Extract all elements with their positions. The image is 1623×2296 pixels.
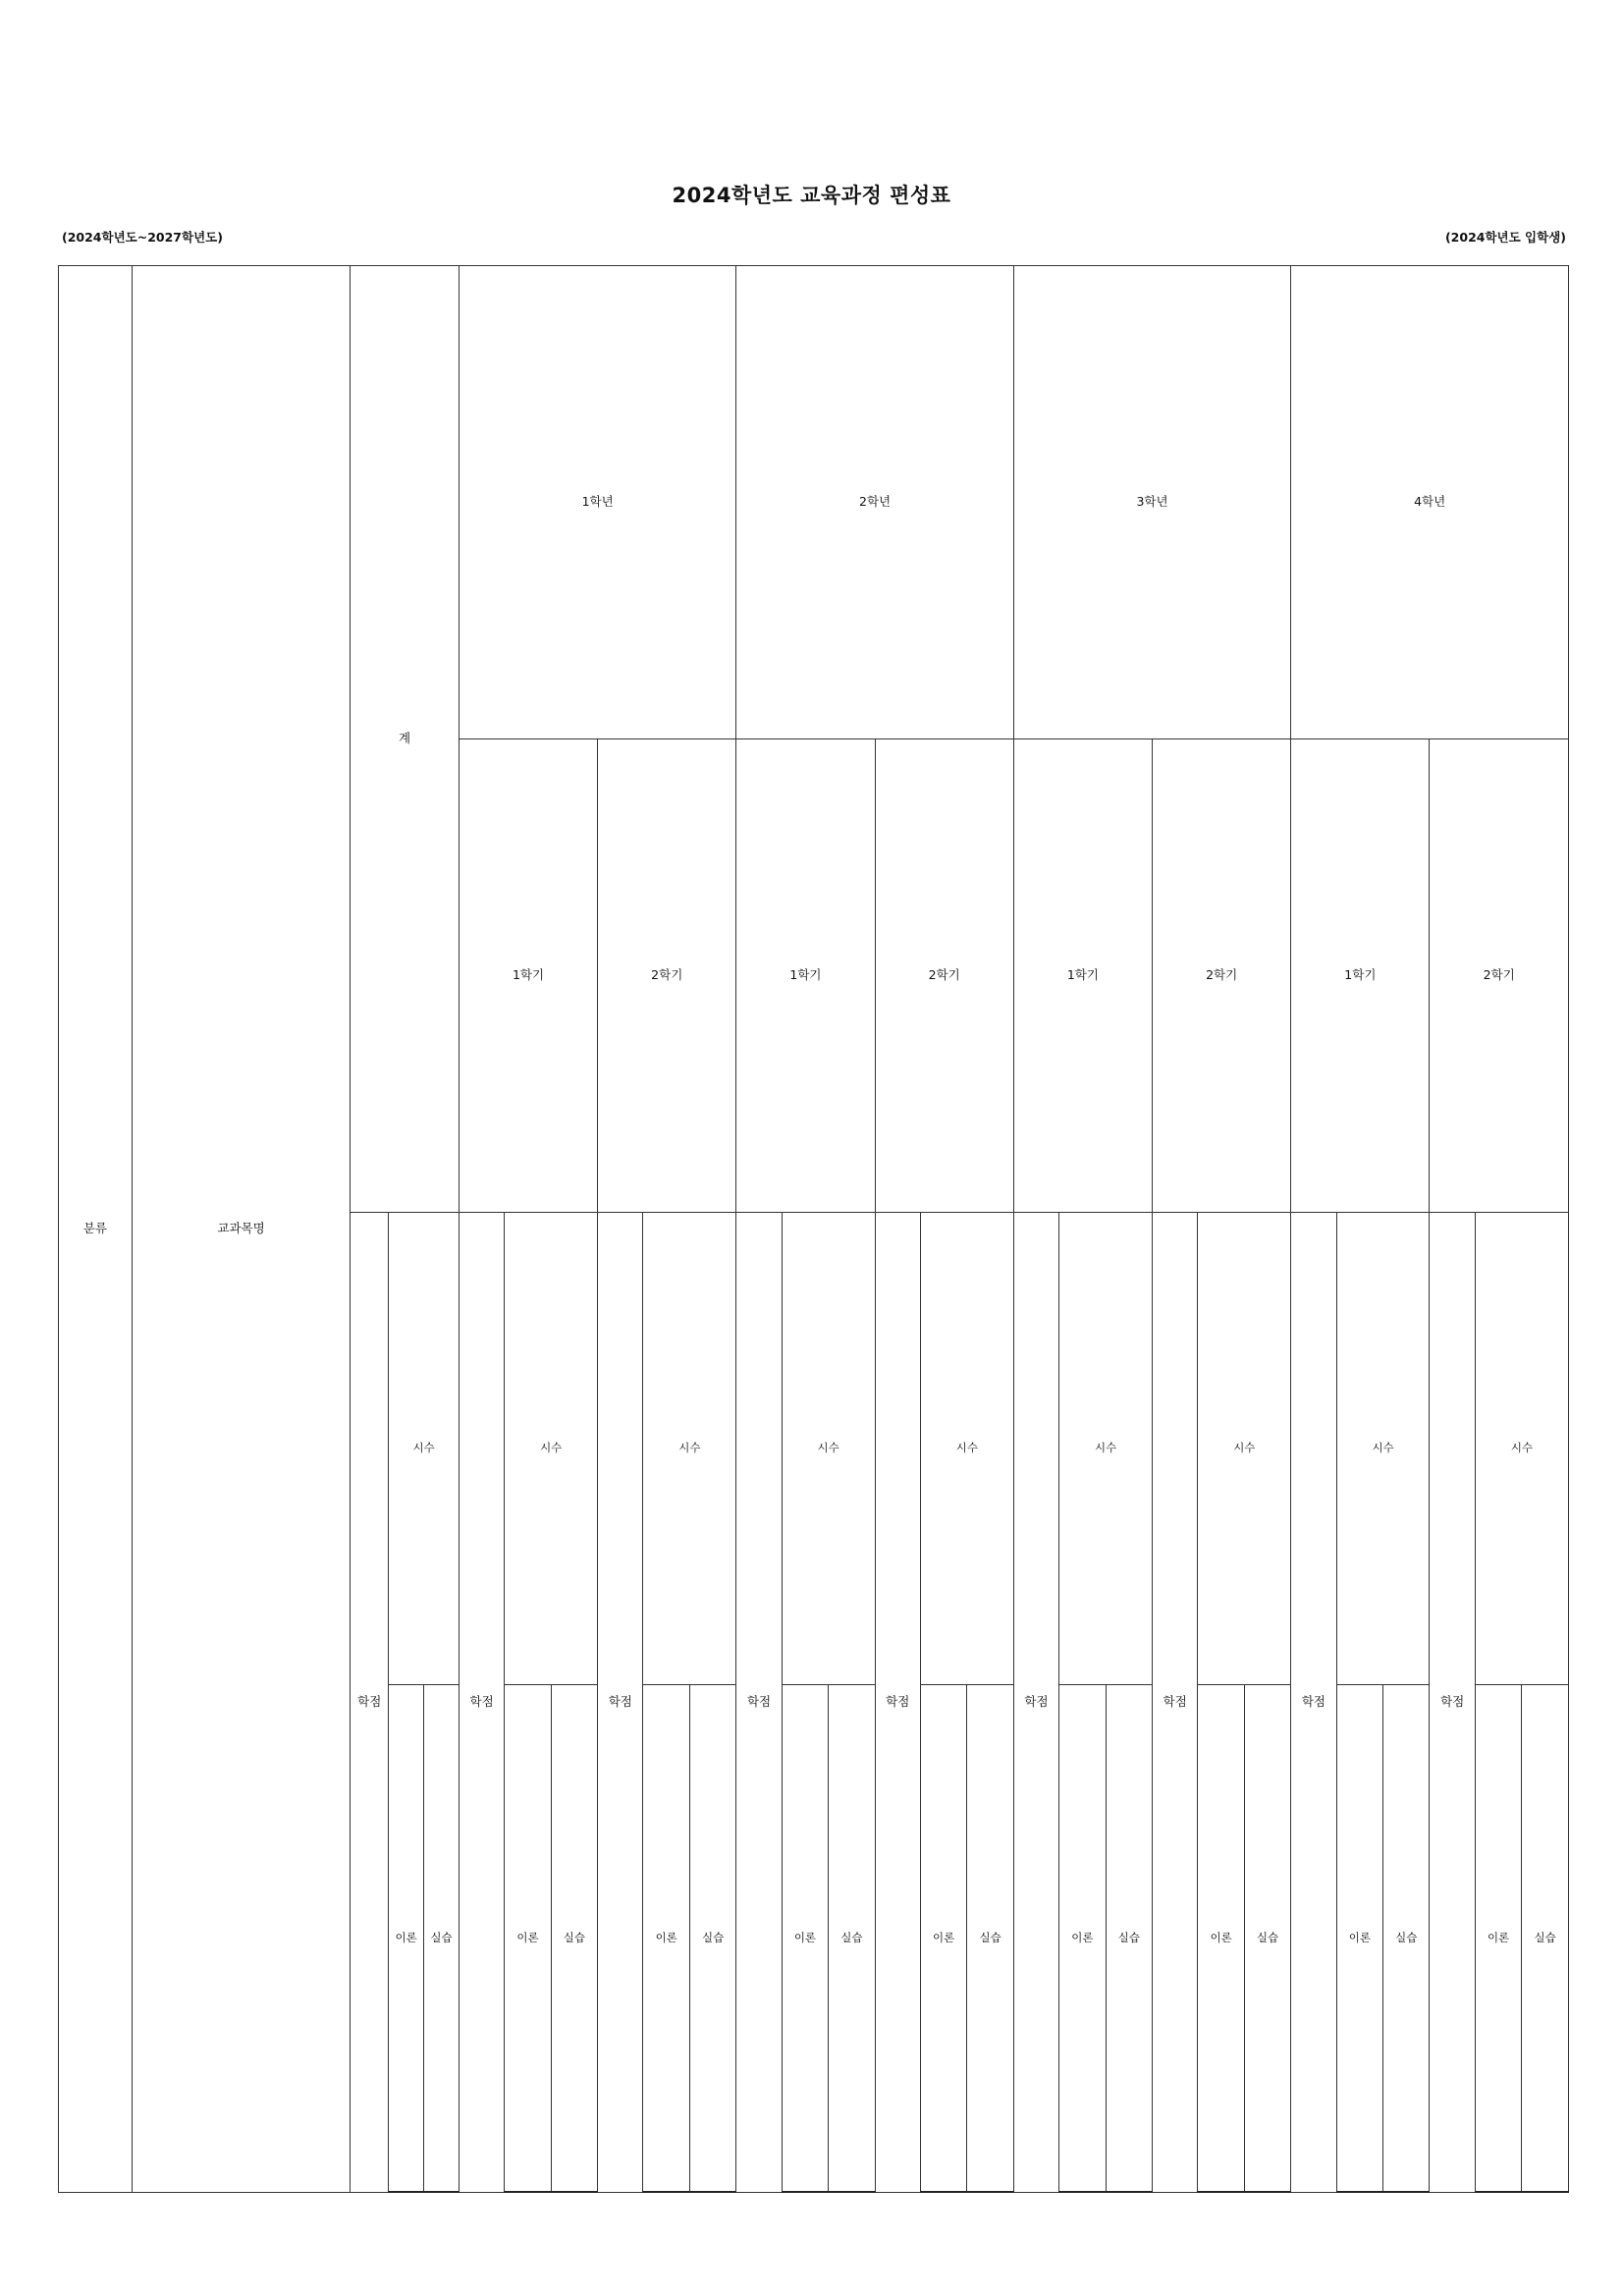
header-hours: 시수 (782, 1212, 875, 1685)
header-hours: 시수 (1059, 1212, 1153, 1685)
header-practice: 실습 (1106, 1685, 1152, 2192)
header-theory: 이론 (1336, 1685, 1382, 2192)
header-credit: 학점 (875, 1212, 920, 2192)
header-semester: 1학기 (1013, 738, 1152, 1212)
header-year: 3학년 (1013, 266, 1290, 739)
header-credit: 학점 (351, 1212, 389, 2192)
header-practice: 실습 (1522, 1685, 1569, 2192)
header-semester: 2학기 (875, 738, 1013, 1212)
header-credit: 학점 (1291, 1212, 1336, 2192)
header-practice: 실습 (967, 1685, 1013, 2192)
header-theory: 이론 (1059, 1685, 1106, 2192)
header-hours: 시수 (1336, 1212, 1430, 1685)
header-semester: 2학기 (598, 738, 736, 1212)
header-total: 계 (351, 266, 460, 1213)
header-practice: 실습 (424, 1685, 460, 2192)
cohort-label: (2024학년도 입학생) (1444, 230, 1566, 245)
header-credit: 학점 (598, 1212, 643, 2192)
header-category: 분류 (59, 266, 133, 2193)
header-year: 4학년 (1291, 266, 1569, 739)
header-semester: 1학기 (736, 738, 875, 1212)
header-hours: 시수 (1475, 1212, 1568, 1685)
table-row (59, 266, 1569, 739)
header-theory: 이론 (643, 1685, 689, 2192)
curriculum-table (58, 265, 1569, 2193)
period-label: (2024학년도~2027학년도) (62, 230, 223, 245)
header-credit: 학점 (736, 1212, 782, 2192)
header-practice: 실습 (1244, 1685, 1290, 2192)
header-hours: 시수 (505, 1212, 598, 1685)
header-year: 1학년 (459, 266, 735, 739)
header-subject: 교과목명 (132, 266, 350, 2193)
header-credit: 학점 (1430, 1212, 1475, 2192)
header-practice: 실습 (829, 1685, 875, 2192)
header-hours: 시수 (389, 1212, 460, 1685)
header-semester: 1학기 (459, 738, 597, 1212)
header-practice: 실습 (551, 1685, 597, 2192)
header-theory: 이론 (1475, 1685, 1521, 2192)
header-theory: 이론 (389, 1685, 424, 2192)
header-year: 2학년 (736, 266, 1013, 739)
document-title: 2024학년도 교육과정 편성표 (672, 184, 951, 207)
header-theory: 이론 (920, 1685, 966, 2192)
header-credit: 학점 (1153, 1212, 1198, 2192)
header-semester: 2학기 (1430, 738, 1569, 1212)
header-theory: 이론 (505, 1685, 551, 2192)
header-theory: 이론 (782, 1685, 828, 2192)
header-hours: 시수 (643, 1212, 736, 1685)
header-hours: 시수 (920, 1212, 1013, 1685)
header-practice: 실습 (689, 1685, 735, 2192)
header-credit: 학점 (459, 1212, 504, 2192)
header-semester: 1학기 (1291, 738, 1430, 1212)
header-semester: 2학기 (1153, 738, 1291, 1212)
header-theory: 이론 (1198, 1685, 1244, 2192)
header-credit: 학점 (1013, 1212, 1058, 2192)
header-practice: 실습 (1383, 1685, 1430, 2192)
header-hours: 시수 (1198, 1212, 1291, 1685)
